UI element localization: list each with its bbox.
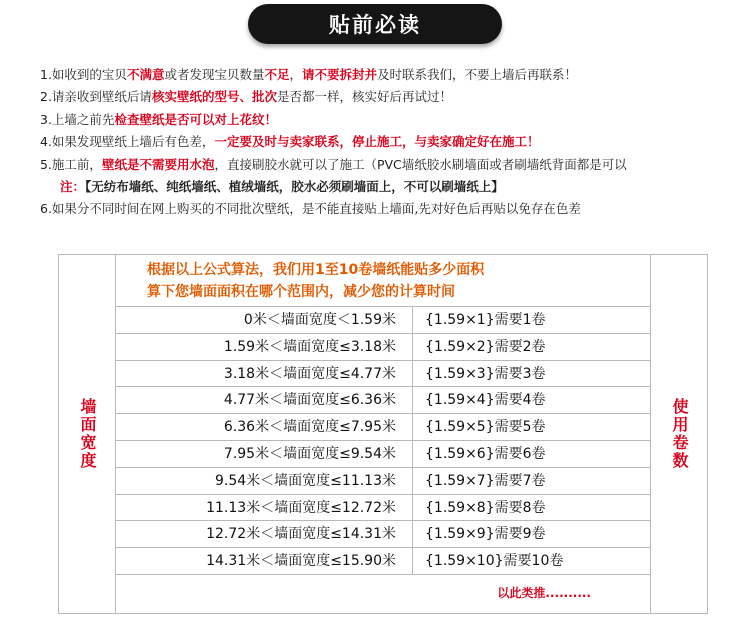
note-line bbox=[40, 131, 746, 153]
note-line bbox=[40, 86, 746, 108]
left-label-cell bbox=[59, 255, 116, 613]
width-range-cell: 12.72米＜墙面宽度≤14.31米 bbox=[115, 521, 413, 547]
rolls-needed-cell: {1.59×8}需要8卷 bbox=[425, 499, 546, 516]
note-text: ， bbox=[289, 67, 302, 82]
note-line bbox=[40, 198, 746, 220]
width-range-cell: 11.13米＜墙面宽度≤12.72米 bbox=[115, 495, 413, 521]
note-text: 2.请亲收到壁纸后请 bbox=[40, 89, 152, 105]
note-text: 检查壁纸是否可以对上花纹！ bbox=[114, 111, 277, 127]
width-range-cell: 6.36米＜墙面宽度≤7.95米 bbox=[115, 414, 413, 440]
note-text: 及时联系我们，不要上墙后再联系！ bbox=[377, 67, 578, 82]
rolls-needed-cell: {1.59×1}需要1卷 bbox=[425, 312, 546, 328]
rolls-needed-cell: {1.59×3}需要3卷 bbox=[425, 365, 546, 382]
note-text: 不足 bbox=[264, 67, 290, 82]
table-header-line1: 根据以上公式算法，我们用1至10卷墙纸能贴多少面积 bbox=[147, 262, 485, 278]
left-label: 墙面宽度 bbox=[78, 398, 97, 470]
note-text: 注： bbox=[60, 178, 86, 194]
notes-list bbox=[40, 64, 746, 221]
table-row bbox=[115, 468, 651, 495]
table-row bbox=[115, 495, 651, 522]
note-text: 3.上墙之前先 bbox=[40, 111, 115, 127]
width-range-cell: 1.59米＜墙面宽度≤3.18米 bbox=[115, 334, 413, 360]
note-text: 核实壁纸的型号、批次 bbox=[151, 89, 277, 105]
note-text: 1.如收到的宝贝 bbox=[40, 67, 127, 82]
table-center bbox=[115, 255, 651, 613]
table-row bbox=[115, 387, 651, 414]
width-range-cell: 0米＜墙面宽度＜1.59米 bbox=[115, 307, 413, 333]
width-range-cell: 9.54米＜墙面宽度≤11.13米 bbox=[115, 468, 413, 494]
roll-calculation-table bbox=[58, 254, 708, 614]
table-row bbox=[115, 334, 651, 361]
rolls-needed-cell: {1.59×10}需要10卷 bbox=[425, 553, 564, 570]
right-label: 使用卷数 bbox=[670, 398, 689, 470]
note-line bbox=[40, 64, 746, 86]
rolls-needed-cell: {1.59×2}需要2卷 bbox=[425, 338, 546, 355]
note-text: ，直接刷胶水就可以了施工（PVC墙纸胶水刷墙面或者刷墙纸背面都是可以 bbox=[214, 156, 627, 172]
note-text: 或者发现宝贝数量 bbox=[164, 67, 265, 82]
width-range-cell: 4.77米＜墙面宽度≤6.36米 bbox=[115, 387, 413, 413]
note-line bbox=[40, 109, 746, 131]
rolls-needed-cell: {1.59×4}需要4卷 bbox=[425, 392, 546, 409]
table-header-line2: 算下您墙面面积在哪个范围内，减少您的计算时间 bbox=[147, 284, 455, 300]
note-text: 是否都一样，核实好后再试过！ bbox=[276, 89, 452, 105]
note-line bbox=[40, 154, 746, 176]
rolls-needed-cell: {1.59×7}需要7卷 bbox=[425, 472, 546, 489]
note-text: 6.如果分不同时间在网上购买的不同批次壁纸，是不能直接贴上墙面,先对好色后再贴以免存在色差 bbox=[40, 201, 581, 217]
rolls-needed-cell: {1.59×5}需要5卷 bbox=[425, 419, 546, 436]
note-line bbox=[40, 176, 746, 198]
table-rows bbox=[115, 307, 651, 575]
note-text: 不满意 bbox=[126, 67, 165, 82]
table-row bbox=[115, 548, 651, 575]
table-row bbox=[115, 521, 651, 548]
table-row bbox=[115, 441, 651, 468]
width-range-cell: 3.18米＜墙面宽度≤4.77米 bbox=[115, 361, 413, 387]
table-row bbox=[115, 414, 651, 441]
note-text: 壁纸是不需要用水泡 bbox=[101, 156, 215, 172]
table-footer: 以此类推.......... bbox=[497, 585, 591, 600]
rolls-needed-cell: {1.59×6}需要6卷 bbox=[425, 445, 546, 462]
note-text: 一定要及时与卖家联系，停止施工，与卖家确定好在施工！ bbox=[214, 134, 540, 150]
note-text: 5.施工前， bbox=[40, 156, 102, 172]
page-title: 贴前必读 bbox=[248, 4, 502, 44]
note-text: 请不要拆封并 bbox=[302, 67, 378, 82]
note-text: 【无纺布墙纸、纯纸墙纸、植绒墙纸，胶水必须刷墙面上，不可以刷墙纸上】 bbox=[85, 178, 504, 194]
table-row bbox=[115, 307, 651, 334]
right-label-cell bbox=[650, 255, 707, 613]
width-range-cell: 7.95米＜墙面宽度≤9.54米 bbox=[115, 441, 413, 467]
rolls-needed-cell: {1.59×9}需要9卷 bbox=[425, 526, 546, 543]
table-header bbox=[115, 255, 651, 307]
note-text: 4.如果发现壁纸上墙后有色差， bbox=[40, 134, 215, 150]
table-row bbox=[115, 361, 651, 388]
width-range-cell: 14.31米＜墙面宽度≤15.90米 bbox=[115, 548, 413, 574]
